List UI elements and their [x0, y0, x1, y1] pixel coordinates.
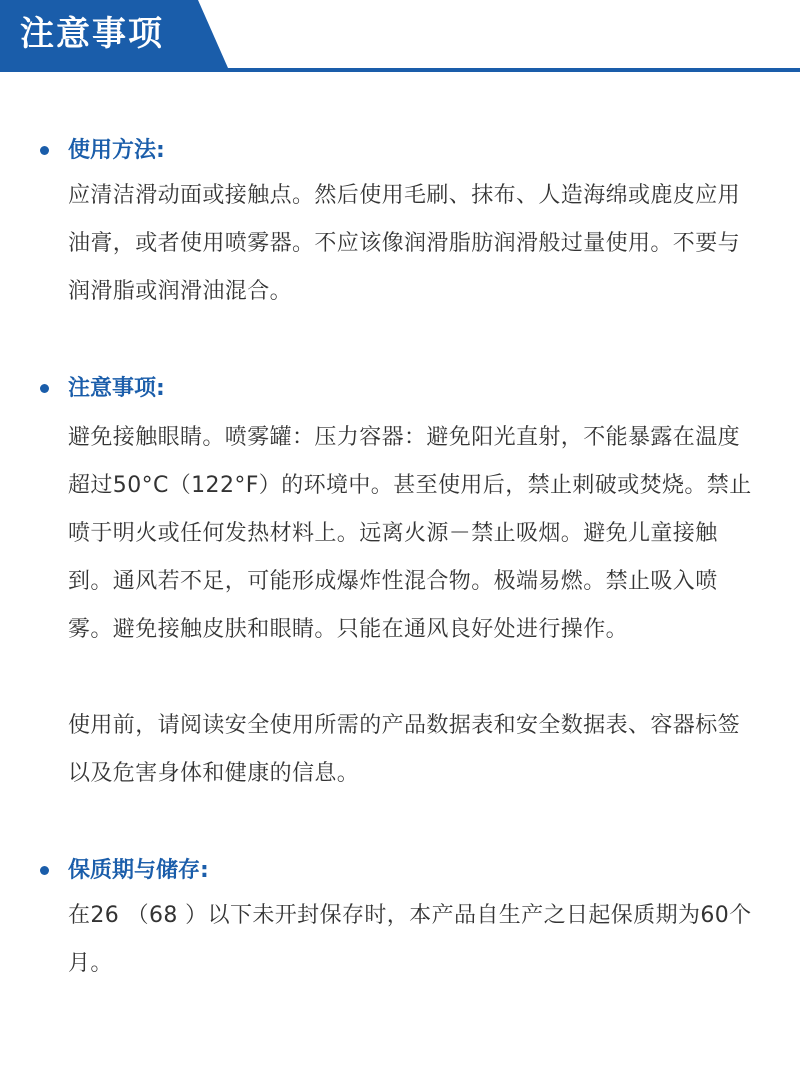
bullet-dot-icon [40, 146, 49, 155]
section-title: 使用方法: [68, 138, 165, 163]
bullet-dot-icon [40, 384, 49, 393]
section-paragraph: 应清洁滑动面或接触点。然后使用毛刷、抹布、人造海绵或鹿皮应用油膏，或者使用喷雾器。不应该像润滑脂肪润滑般过量使用。不要与润滑脂或润滑油混合。 [68, 183, 741, 304]
header-underline [0, 68, 800, 72]
page-title: 注意事项 [20, 14, 164, 54]
section-paragraph: 避免接触眼睛。喷雾罐：压力容器：避免阳光直射，不能暴露在温度超过50°C（122°F）的环境中。甚至使用后，禁止刺破或焚烧。禁止喷于明火或任何发热材料上。远离火源－禁止吸烟。避免儿童接触到。通风若不足，可能形成爆炸性混合物。极端易燃。禁止吸入喷雾。避免接触皮肤和眼睛。只能在通风良好处进行操作。 [68, 425, 752, 642]
bullet-dot-icon [40, 866, 49, 875]
section-paragraph: 使用前，请阅读安全使用所需的产品数据表和安全数据表、容器标签以及危害身体和健康的信息。 [68, 713, 741, 786]
section-title: 保质期与储存: [68, 858, 209, 883]
section-paragraph: 在26 （68 ）以下未开封保存时，本产品自生产之日起保质期为60个月。 [68, 903, 752, 976]
section-title: 注意事项: [68, 376, 165, 401]
page-header [0, 0, 800, 72]
